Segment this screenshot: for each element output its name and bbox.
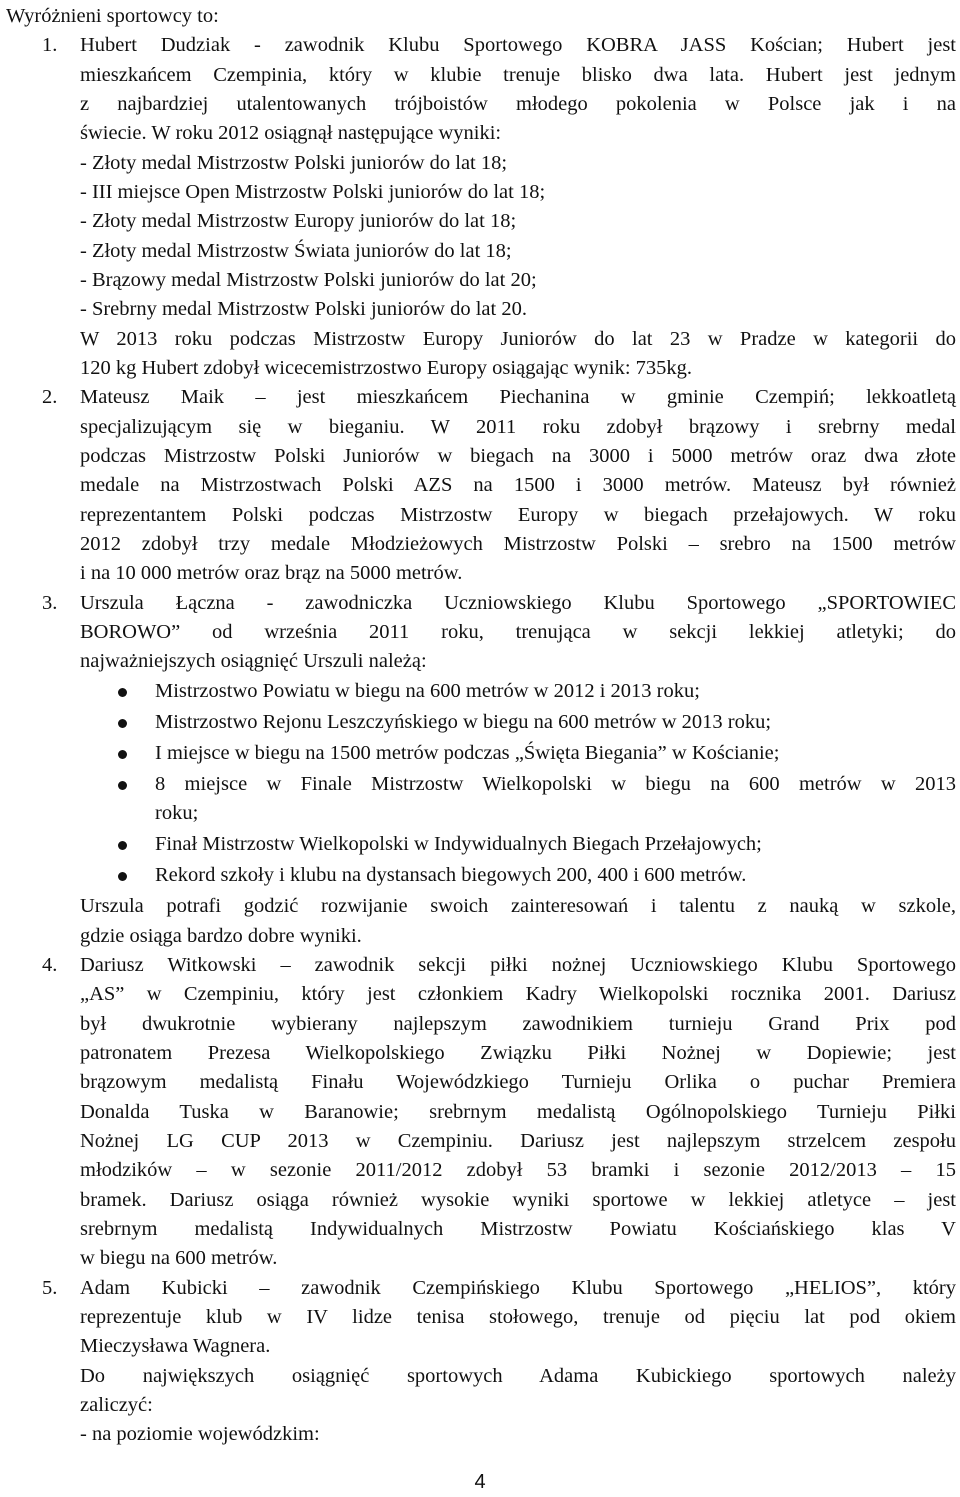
bullet-item-text: Rekord szkoły i klubu na dystansach biegowych 200, 400 i 600 metrów. bbox=[155, 864, 747, 887]
bullet-icon bbox=[118, 781, 127, 790]
paragraph-line: mieszkańcem Czempinia, który w klubie trenuje blisko dwa lata. Hubert jest jednym bbox=[80, 63, 956, 86]
paragraph-line: w biegu na 600 metrów. bbox=[80, 1247, 278, 1270]
paragraph-line: reprezentuje klub w IV lidze tenisa stołowego, trenuje od pięciu lat pod okiem bbox=[80, 1306, 956, 1329]
paragraph-line: - III miejsce Open Mistrzostw Polski juniorów do lat 18; bbox=[80, 180, 546, 203]
bullet-item-text: 8 miejsce w Finale Mistrzostw Wielkopolski w biegu na 600 metrów w 2013 bbox=[155, 772, 956, 795]
paragraph-line: Do największych osiągnięć sportowych Adama Kubickiego sportowych należy bbox=[80, 1364, 956, 1387]
bullet-icon bbox=[118, 719, 127, 728]
bullet-item-text: roku; bbox=[155, 802, 199, 825]
paragraph-line: Hubert Dudziak - zawodnik Klubu Sportowego KOBRA JASS Kościan; Hubert jest bbox=[80, 34, 956, 57]
paragraph-line: Urszula potrafi godzić rozwijanie swoich zainteresowań i talentu z nauką w szkole, bbox=[80, 895, 956, 918]
bullet-icon bbox=[118, 688, 127, 697]
paragraph-line: zaliczyć: bbox=[80, 1394, 153, 1417]
paragraph-line: najważniejszych osiągnięć Urszuli należą: bbox=[80, 650, 427, 673]
paragraph-line: gdzie osiąga bardzo dobre wyniki. bbox=[80, 924, 362, 947]
paragraph-line: - Srebrny medal Mistrzostw Polski juniorów do lat 20. bbox=[80, 298, 527, 321]
bullet-item-text: Finał Mistrzostw Wielkopolski w Indywidualnych Biegach Przełajowych; bbox=[155, 833, 762, 856]
list-number: 1. bbox=[42, 34, 58, 57]
paragraph-line: Nożnej LG CUP 2013 w Czempiniu. Dariusz jest najlepszym strzelcem zespołu bbox=[80, 1130, 956, 1153]
paragraph-line: Urszula Łączna - zawodniczka Uczniowskiego Klubu Sportowego „SPORTOWIEC bbox=[80, 591, 956, 614]
list-number: 2. bbox=[42, 386, 58, 409]
paragraph-line: - Złoty medal Mistrzostw Świata juniorów do lat 18; bbox=[80, 239, 512, 262]
paragraph-line: - na poziomie wojewódzkim: bbox=[80, 1423, 320, 1446]
paragraph-line: - Brązowy medal Mistrzostw Polski juniorów do lat 20; bbox=[80, 268, 537, 291]
bullet-icon bbox=[118, 872, 127, 881]
paragraph-line: był dwukrotnie wybierany najlepszym zawodnikiem turnieju Grand Prix pod bbox=[80, 1012, 956, 1035]
paragraph-line: „AS” w Czempiniu, który jest członkiem Kadry Wielkopolski rocznika 2001. Dariusz bbox=[80, 983, 956, 1006]
paragraph-line: Adam Kubicki – zawodnik Czempińskiego Klubu Sportowego „HELIOS”, który bbox=[80, 1276, 956, 1299]
paragraph-line: srebrnym medalistą Indywidualnych Mistrzostw Powiatu Kościańskiego klas V bbox=[80, 1218, 956, 1241]
paragraph-line: i na 10 000 metrów oraz brąz na 5000 metrów. bbox=[80, 562, 463, 585]
heading: Wyróżnieni sportowcy to: bbox=[6, 5, 219, 27]
list-number: 3. bbox=[42, 591, 58, 614]
paragraph-line: 2012 zdobył trzy medale Młodzieżowych Mistrzostw Polski – srebro na 1500 metrów bbox=[80, 532, 956, 555]
paragraph-line: Donalda Tuska w Baranowie; srebrnym medalistą Ogólnopolskiego Turnieju Piłki bbox=[80, 1100, 956, 1123]
bullet-item-text: I miejsce w biegu na 1500 metrów podczas „Święta Biegania” w Kościanie; bbox=[155, 741, 780, 764]
paragraph-line: BOROWO” od września 2011 roku, trenująca w sekcji lekkiej atletyki; do bbox=[80, 620, 956, 643]
list-number: 4. bbox=[42, 954, 58, 977]
paragraph-line: Mieczysława Wagnera. bbox=[80, 1335, 271, 1358]
bullet-item-text: Mistrzostwo Rejonu Leszczyńskiego w biegu na 600 metrów w 2013 roku; bbox=[155, 710, 772, 733]
paragraph-line: 120 kg Hubert zdobył wicecemistrzostwo Europy osiągając wynik: 735kg. bbox=[80, 356, 693, 379]
bullet-icon bbox=[118, 750, 127, 759]
page-number: 4 bbox=[474, 1471, 486, 1493]
paragraph-line: medale na Mistrzostwach Polski AZS na 1500 i 3000 metrów. Mateusz był również bbox=[80, 474, 956, 497]
paragraph-line: specjalizującym się w bieganiu. W 2011 roku zdobył brązowy i srebrny medal bbox=[80, 415, 956, 438]
paragraph-line: podczas Mistrzostw Polski Juniorów w biegach na 3000 i 5000 metrów oraz dwa złote bbox=[80, 444, 956, 467]
paragraph-line: Mateusz Maik – jest mieszkańcem Piechanina w gminie Czempiń; lekkoatletą bbox=[80, 386, 956, 409]
paragraph-line: - Złoty medal Mistrzostw Polski juniorów do lat 18; bbox=[80, 151, 508, 174]
list-number: 5. bbox=[42, 1276, 58, 1299]
paragraph-line: reprezentantem Polski podczas Mistrzostw Europy w biegach przełajowych. W roku bbox=[80, 503, 956, 526]
paragraph-line: świecie. W roku 2012 osiągnął następujące wyniki: bbox=[80, 122, 502, 145]
bullet-icon bbox=[118, 841, 127, 850]
paragraph-line: - Złoty medal Mistrzostw Europy juniorów do lat 18; bbox=[80, 210, 517, 233]
paragraph-line: młodzików – w sezonie 2011/2012 zdobył 53 bramki i sezonie 2012/2013 – 15 bbox=[80, 1159, 956, 1182]
paragraph-line: brązowym medalistą Finału Wojewódzkiego Turnieju Orlika o puchar Premiera bbox=[80, 1071, 956, 1094]
bullet-item-text: Mistrzostwo Powiatu w biegu na 600 metrów w 2012 i 2013 roku; bbox=[155, 679, 700, 702]
paragraph-line: z najbardziej utalentowanych trójboistów młodego pokolenia w Polsce jak i na bbox=[80, 92, 956, 115]
paragraph-line: W 2013 roku podczas Mistrzostw Europy Juniorów do lat 23 w Pradze w kategorii do bbox=[80, 327, 956, 350]
paragraph-line: bramek. Dariusz osiąga również wysokie wyniki sportowe w lekkiej atletyce – jest bbox=[80, 1188, 956, 1211]
paragraph-line: patronatem Prezesa Wielkopolskiego Związku Piłki Nożnej w Dopiewie; jest bbox=[80, 1042, 956, 1065]
paragraph-line: Dariusz Witkowski – zawodnik sekcji piłki nożnej Uczniowskiego Klubu Sportowego bbox=[80, 954, 956, 977]
